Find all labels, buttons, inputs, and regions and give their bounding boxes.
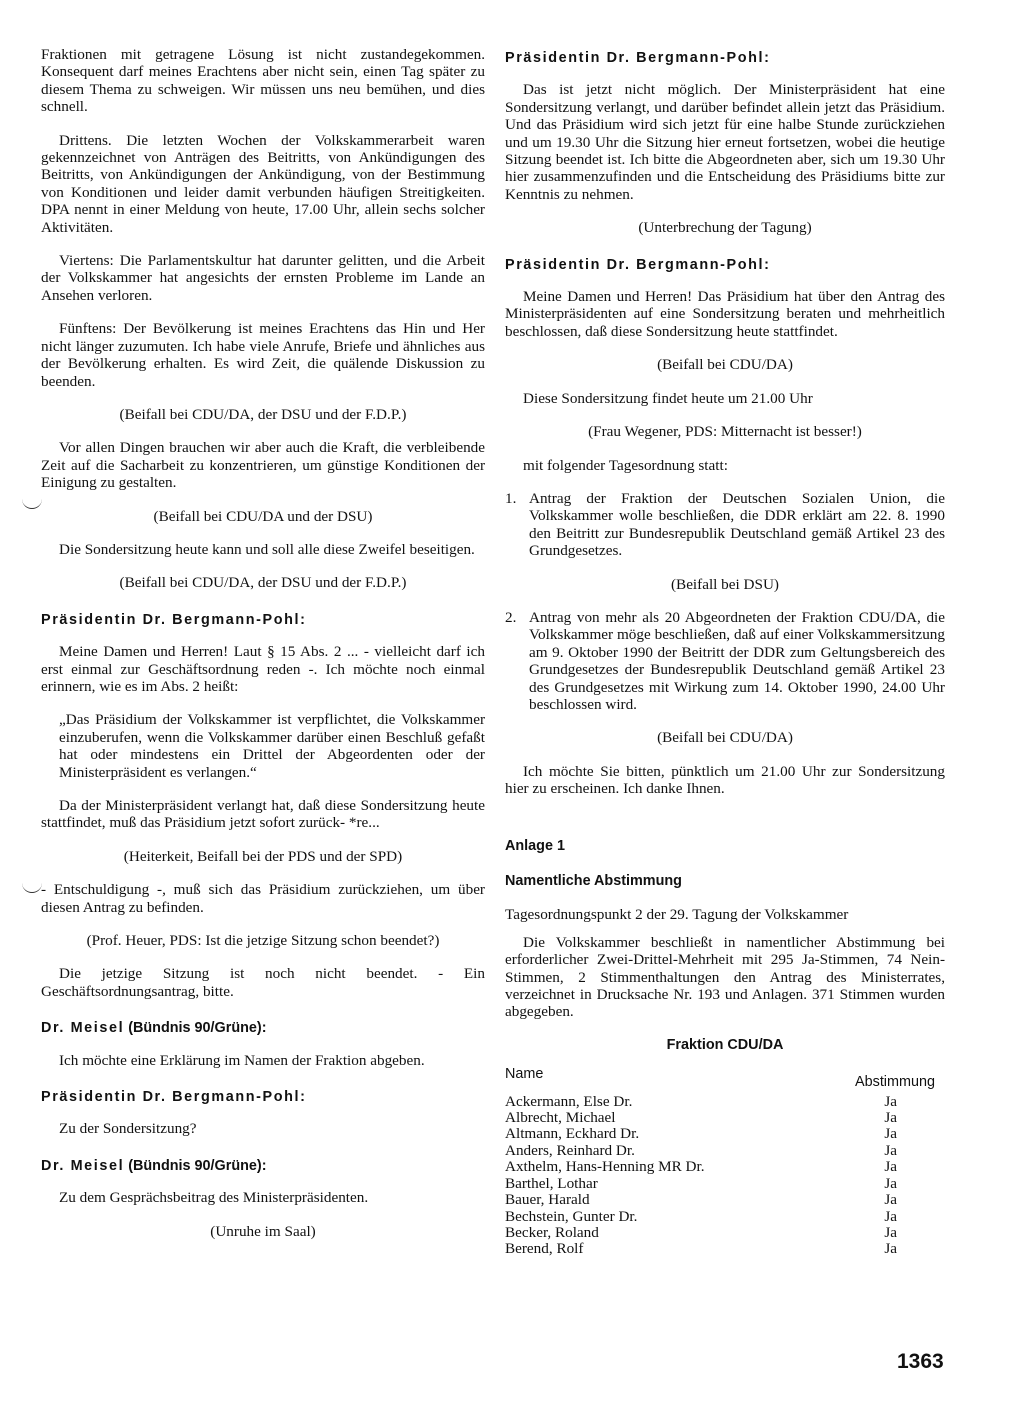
paragraph: Meine Damen und Herren! Laut § 15 Abs. 2 ... - vielleicht darf ich erst einmal zur Geschäftsordnung reden -. Ich möchte noch einmal erinnern, wie es im Abs. 2 heißt: — [41, 643, 485, 695]
member-name: Bauer, Harald — [505, 1191, 590, 1209]
paragraph: Die Sondersitzung heute kann und soll alle diese Zweifel beseitigen. — [59, 540, 475, 558]
paragraph: Zu dem Gesprächsbeitrag des Ministerpräsidenten. — [59, 1189, 369, 1207]
vote-table-header — [505, 1066, 945, 1091]
appendix-heading: Anlage 1 — [505, 837, 565, 854]
paragraph: Meine Damen und Herren! Das Präsidium hat über den Antrag des Ministerpräsidenten auf eine Sondersitzung beraten und mehrheitlich beschlossen, daß diese Sondersitzung heute stattfindet. — [505, 288, 945, 340]
member-name: Albrecht, Michael — [505, 1109, 616, 1127]
paragraph: Diese Sondersitzung findet heute um 21.00 Uhr — [523, 389, 813, 407]
paragraph: Drittens. Die letzten Wochen der Volkskammerarbeit waren gekennzeichnet von Anträgen des Beitritts, von Ankündigungen des Beitritts, von Ankündigungen der Ankündigung, von der Bestimmung von Konditionen und leider damit verbunden häufigen Streitigkeiten. DPA nennt in einer Meldung von heute, 17.00 Uhr, allein sechs solcher Aktivitäten. — [41, 131, 485, 236]
paragraph: - Entschuldigung -, muß sich das Präsidium zurückziehen, um über diesen Antrag zu befinden. — [41, 881, 485, 916]
column-header-name: Name — [505, 1066, 544, 1083]
paragraph: Da der Ministerpräsident verlangt hat, daß diese Sondersitzung heute stattfindet, muß das Präsidium jetzt sofort zurück- *re... — [41, 797, 485, 832]
table-row — [505, 1241, 945, 1257]
interjection: (Unruhe im Saal) — [210, 1222, 316, 1240]
vote-value: Ja — [884, 1207, 897, 1225]
table-row — [505, 1209, 945, 1225]
member-name: Barthel, Lothar — [505, 1174, 598, 1192]
column-header-vote: Abstimmung — [855, 1074, 935, 1091]
speaker-heading: Präsidentin Dr. Bergmann-Pohl: — [505, 256, 771, 273]
table-row — [505, 1176, 945, 1192]
interjection: (Beifall bei CDU/DA) — [657, 356, 793, 374]
member-name: Berend, Rolf — [505, 1240, 584, 1258]
speaker-heading: Dr. Meisel (Bündnis 90/Grüne): — [41, 1157, 267, 1174]
paragraph: Die Volkskammer beschließt in namentlicher Abstimmung bei erforderlicher Zwei-Drittel-Mehrheit mit 295 Ja-Stimmen, 74 Nein-Stimmen, 2 Stimmenthaltungen den Antrag des Ministerrates, verzeichnet in Drucksache Nr. 193 und Anlagen. 371 Stimmen wurden abgegeben. — [505, 933, 945, 1021]
right-column — [505, 46, 945, 1258]
vote-value: Ja — [884, 1141, 897, 1159]
left-column — [41, 46, 485, 1256]
vote-value: Ja — [884, 1109, 897, 1127]
paragraph: Das ist jetzt nicht möglich. Der Ministerpräsident hat eine Sondersitzung verlangt, und darüber befindet allein jetzt das Präsidium. Und das Präsidium wird sich jetzt für eine halbe Stunde zurückziehen und um 19.30 Uhr die Sitzung hier erneut fortsetzen, wobei die heutige Sitzung beendet ist. Ich bitte die Abgeordneten aber, sich um 19.30 Uhr hier zusammenzufinden und die Entscheidung des Präsidiums bitte zur Kenntnis zu nehmen. — [505, 81, 945, 203]
vote-value: Ja — [884, 1223, 897, 1241]
faction-heading: Fraktion CDU/DA — [666, 1036, 784, 1053]
vote-table — [505, 1094, 945, 1258]
interjection: (Heiterkeit, Beifall bei der PDS und der SPD) — [123, 847, 403, 865]
table-row — [505, 1159, 945, 1175]
vote-value: Ja — [884, 1092, 897, 1110]
member-name: Bechstein, Gunter Dr. — [505, 1207, 638, 1225]
interjection: (Prof. Heuer, PDS: Ist die jetzige Sitzung schon beendet?) — [86, 932, 440, 950]
paragraph: Viertens: Die Parlamentskultur hat darunter gelitten, und die Arbeit der Volkskammer hat angesichts der ernsten Probleme im Lande an Ansehen verloren. — [41, 252, 485, 304]
page-number: 1363 — [897, 1350, 944, 1373]
member-name: Altmann, Eckhard Dr. — [505, 1125, 640, 1143]
speaker-heading: Präsidentin Dr. Bergmann-Pohl: — [41, 1089, 307, 1106]
paragraph: Zu der Sondersitzung? — [59, 1120, 197, 1138]
interjection: (Frau Wegener, PDS: Mitternacht ist besser!) — [588, 423, 862, 441]
vote-value: Ja — [884, 1158, 897, 1176]
table-row — [505, 1143, 945, 1159]
speaker-heading: Präsidentin Dr. Bergmann-Pohl: — [41, 611, 307, 628]
vote-value: Ja — [884, 1174, 897, 1192]
member-name: Axthelm, Hans-Henning MR Dr. — [505, 1158, 705, 1176]
interjection: (Beifall bei DSU) — [671, 575, 779, 593]
list-item: 1. Antrag der Fraktion der Deutschen Sozialen Union, die Volkskammer wolle beschließen, die DDR erklärt am 22. 8. 1990 den Beitritt zur Bundesrepublik Deutschland gemäß Artikel 23 des Grundgesetzes. — [505, 489, 945, 560]
vote-value: Ja — [884, 1191, 897, 1209]
vote-value: Ja — [884, 1125, 897, 1143]
paragraph: Fraktionen mit getragene Lösung ist nicht zustandegekommen. Konsequent darf meines Erachtens aber nicht sein, einen Tag später zu diesem Thema zu schweigen. Wir müssen uns neu bemühen, und dies schnell. — [41, 46, 485, 116]
margin-mark — [22, 498, 42, 509]
paragraph: Vor allen Dingen brauchen wir aber auch die Kraft, die verbleibende Zeit auf die Sacharbeit zu konzentrieren, um günstige Konditionen der Einigung zu gestalten. — [41, 439, 485, 492]
table-row — [505, 1192, 945, 1208]
interjection: (Beifall bei CDU/DA, der DSU und der F.D.P.) — [119, 405, 407, 423]
agenda-point: Tagesordnungspunkt 2 der 29. Tagung der Volkskammer — [505, 906, 849, 924]
paragraph: Die jetzige Sitzung ist noch nicht beendet. - Ein Geschäftsordnungsantrag, bitte. — [41, 965, 485, 1000]
agenda-list — [505, 490, 945, 560]
paragraph: Ich möchte Sie bitten, pünktlich um 21.00 Uhr zur Sondersitzung hier zu erscheinen. Ich danke Ihnen. — [505, 762, 945, 798]
paragraph: Ich möchte eine Erklärung im Namen der Fraktion abgeben. — [59, 1051, 425, 1069]
table-row — [505, 1094, 945, 1110]
paragraph: mit folgender Tagesordnung statt: — [523, 456, 728, 474]
paragraph: Fünftens: Der Bevölkerung ist meines Erachtens das Hin und Her nicht länger zuzumuten. Ich habe viele Anrufe, Briefe und ähnliches aus der Bevölkerung erhalten. Es wird Zeit, die quälende Diskussion zu beenden. — [41, 320, 485, 390]
section-heading: Namentliche Abstimmung — [505, 873, 682, 889]
interjection: (Beifall bei CDU/DA, der DSU und der F.D.P.) — [119, 574, 407, 592]
table-row — [505, 1225, 945, 1241]
interjection: (Beifall bei CDU/DA) — [657, 729, 793, 747]
member-name: Anders, Reinhard Dr. — [505, 1141, 635, 1159]
margin-mark — [22, 882, 42, 893]
table-row — [505, 1110, 945, 1126]
table-row — [505, 1126, 945, 1142]
agenda-list — [505, 609, 945, 713]
speaker-heading: Dr. Meisel (Bündnis 90/Grüne): — [41, 1020, 267, 1037]
member-name: Ackermann, Else Dr. — [505, 1092, 633, 1110]
list-item: 2. Antrag von mehr als 20 Abgeordneten der Fraktion CDU/DA, die Volkskammer möge beschließen, daß auf einer Volkskammersitzung am 9. Oktober 1990 der Beitritt der DDR zum Geltungsbereich des Grundgesetzes der Bundesrepublik Deutschland gemäß Artikel 23 des Grundgesetzes mit Wirkung zum 14. Oktober 1990, 24.00 Uhr beschlossen wird. — [505, 608, 945, 713]
interjection: (Unterbrechung der Tagung) — [638, 219, 812, 237]
speaker-heading: Präsidentin Dr. Bergmann-Pohl: — [505, 50, 771, 66]
member-name: Becker, Roland — [505, 1223, 599, 1241]
vote-value: Ja — [884, 1240, 897, 1258]
interjection: (Beifall bei CDU/DA und der DSU) — [153, 507, 373, 525]
quotation: „Das Präsidium der Volkskammer ist verpflichtet, die Volkskammer einzuberufen, wenn die Volkskammer darüber einen Beschluß gefaßt hat oder mindestens ein Drittel der Abgeordenten oder der Ministerpräsident es verlangen.“ — [59, 711, 485, 781]
